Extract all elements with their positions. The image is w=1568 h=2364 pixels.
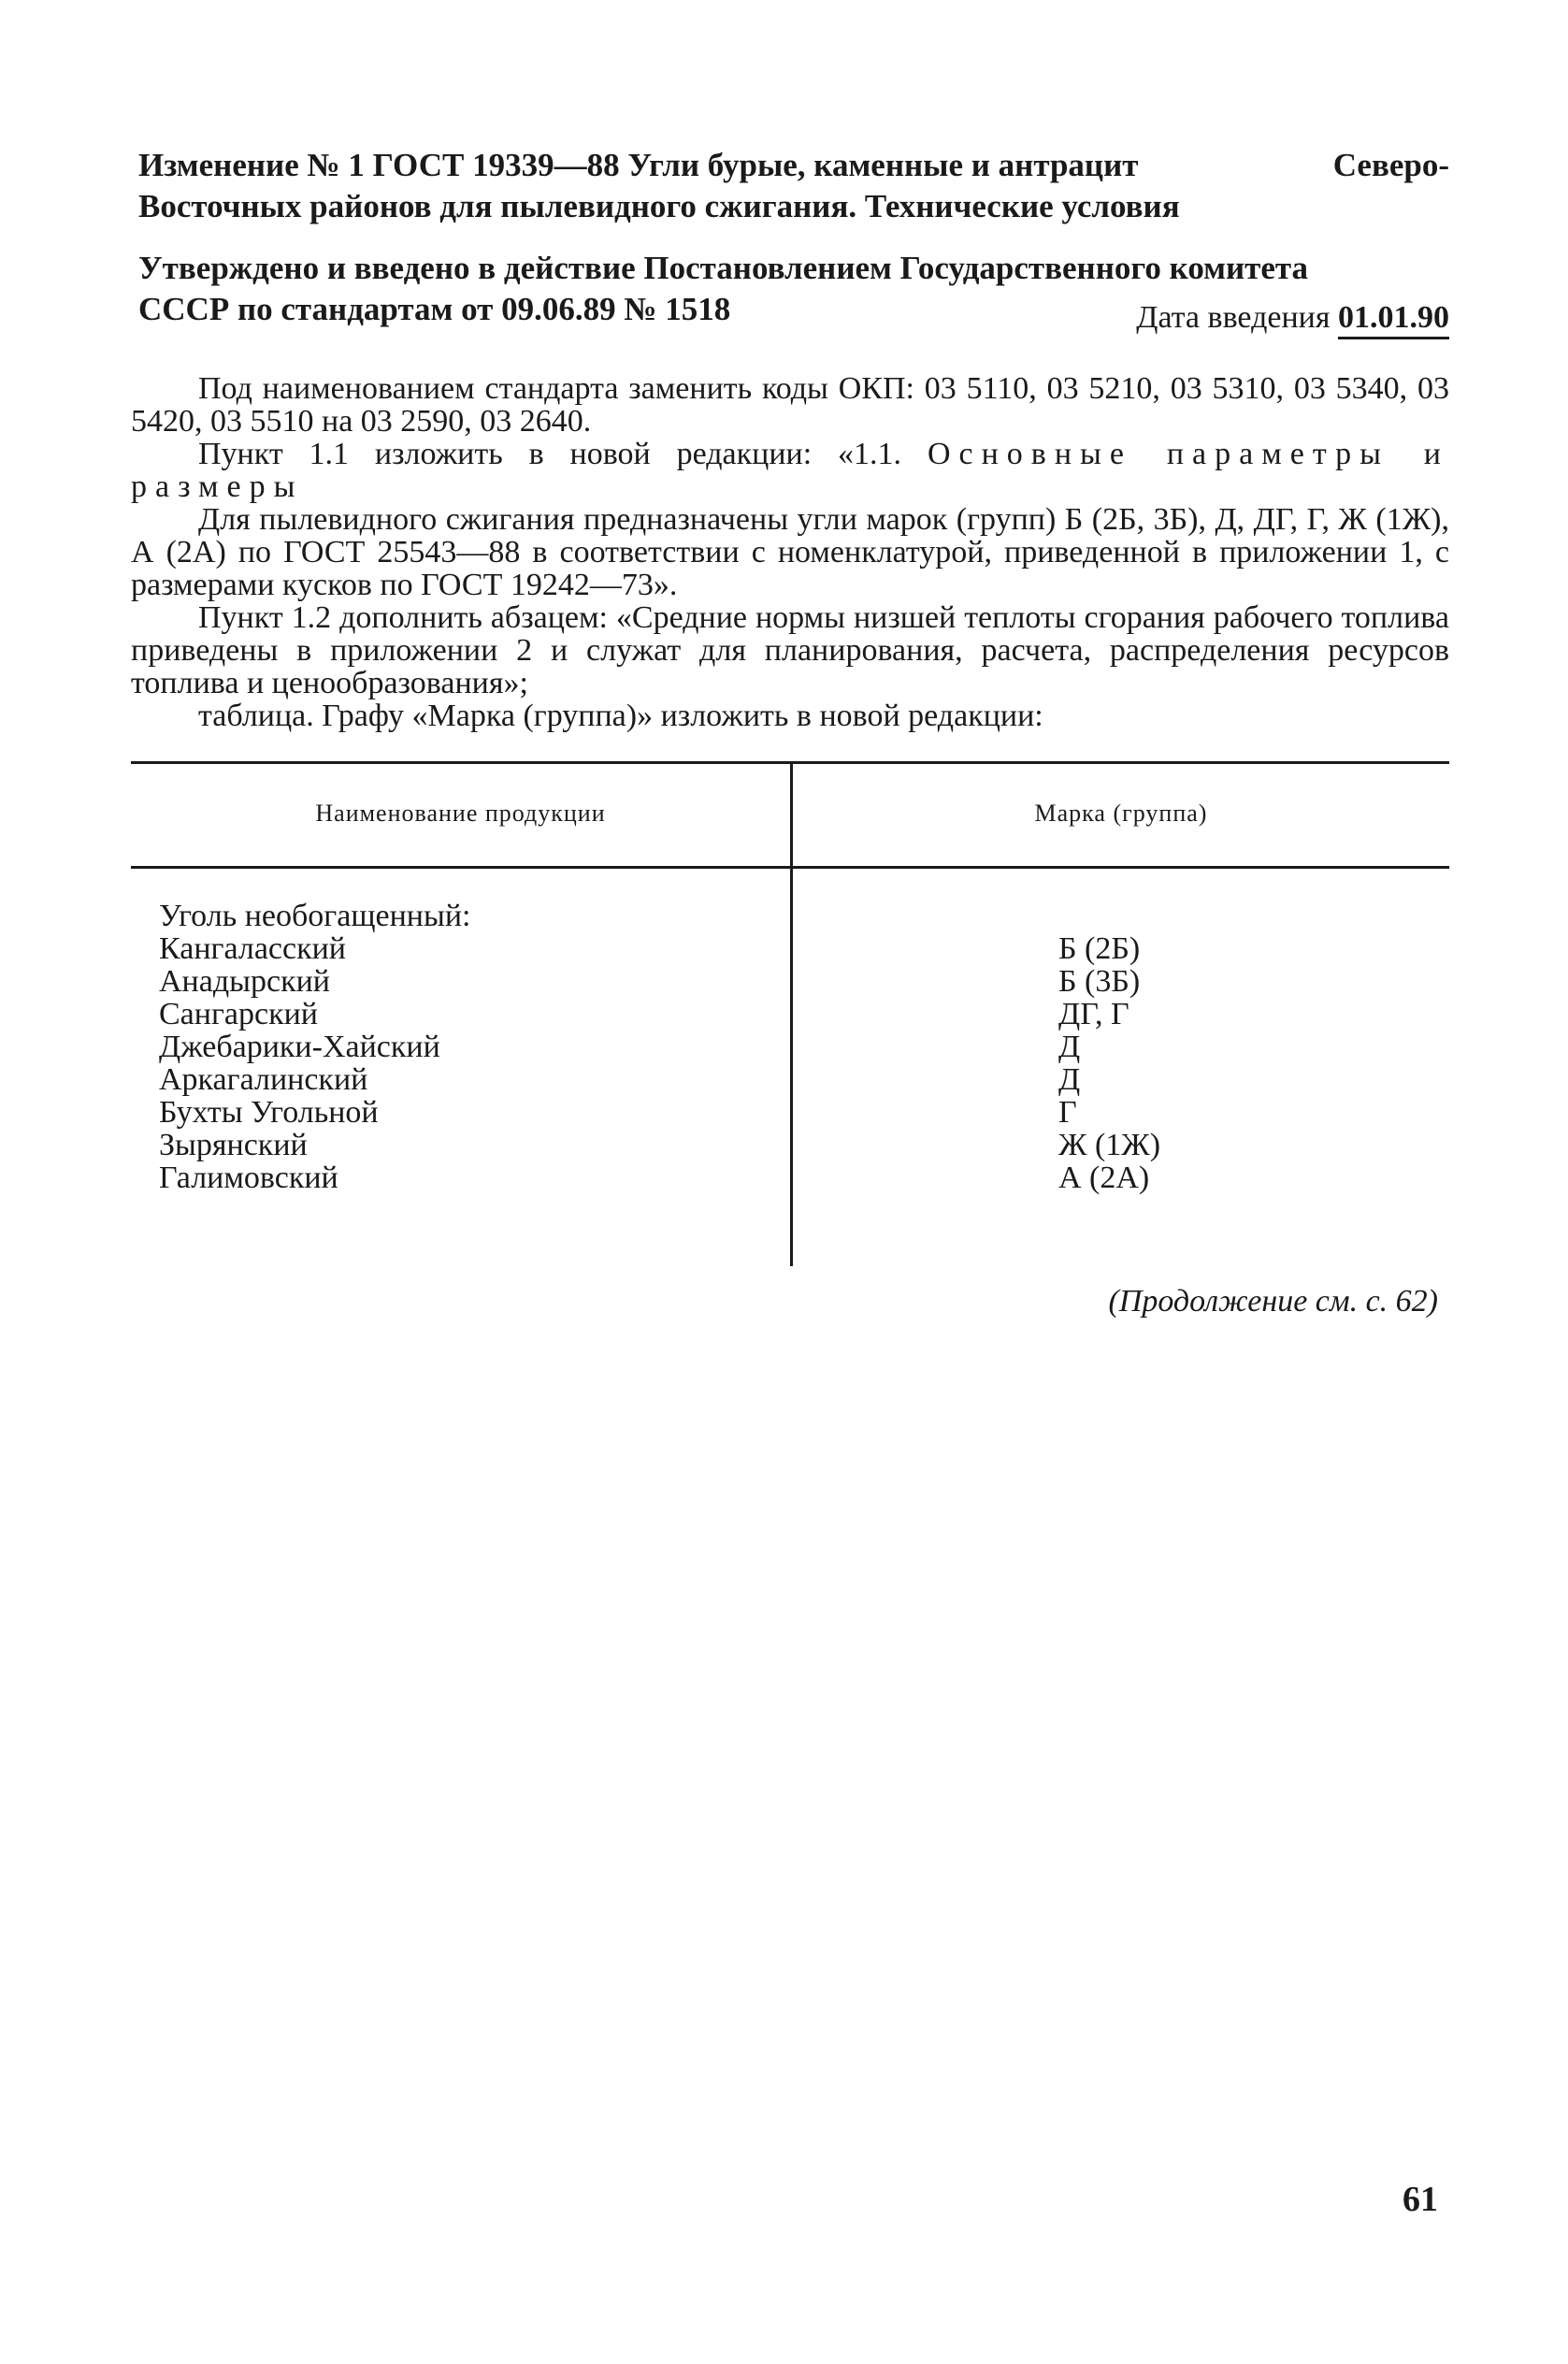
approval-text: Утверждено и введено в действие Постановлением Государственного комитета [138, 250, 1309, 286]
effective-date [138, 297, 1449, 339]
column-header-product: Наименование продукции [315, 800, 606, 827]
table-row-grade: Б (3Б) [1058, 964, 1141, 999]
table-row-grade: Ж (1Ж) [1058, 1128, 1161, 1162]
paragraph-coal-grades: Для пылевидного сжигания предназначены угли марок (групп) Б (2Б, 3Б), Д, ДГ, Г, Ж (1Ж), А (2А) по ГОСТ 25543—88 в соответствии с номенклатурой, приведенной в приложении 1, с размерами кусков по ГОСТ 19242—73». [131, 502, 1449, 602]
table-row-grade: А (2А) [1058, 1160, 1150, 1195]
effective-date-value: 01.01.90 [1338, 300, 1449, 339]
table-row-name: Сангарский [159, 997, 318, 1031]
table-row-grade: Г [1058, 1095, 1077, 1130]
table-row-name: Аркагалинский [159, 1062, 368, 1097]
title-line-2: Восточных районов для пылевидного сжигания. Технические условия [138, 188, 1180, 224]
effective-date-label: Дата введения [1136, 300, 1331, 335]
approval-line-2: СССР по стандартам от 09.06.89 № 1518 [138, 291, 731, 327]
table-row-grade: Д [1058, 1062, 1081, 1097]
paragraph-okp-codes: Под наименованием стандарта заменить коды ОКП: 03 5110, 03 5210, 03 5310, 03 5340, 03 5420, 03 5510 на 03 2590, 03 2640. [131, 371, 1449, 439]
grades-column [1058, 932, 1432, 1194]
table-row-name: Кангаласский [159, 931, 346, 966]
title-line-1 [138, 145, 1449, 186]
title-text-end: Северо- [1332, 147, 1449, 183]
clause-1-1-heading: Основные параметры и размеры [131, 437, 1449, 504]
table-row-name: Бухты Угольной [159, 1095, 379, 1130]
continued-note: (Продолжение см. с. 62) [1108, 1284, 1438, 1319]
table-row-name: Галимовский [159, 1160, 338, 1195]
column-header-grade: Марка (группа) [1034, 800, 1208, 827]
table-row-name: Джебарики-Хайский [159, 1030, 440, 1064]
table-row-grade: ДГ, Г [1058, 997, 1129, 1031]
title-text: Изменение № 1 ГОСТ 19339—88 Угли бурые, каменные и антрацит [138, 147, 1139, 183]
amendment-text [131, 372, 1449, 732]
product-names-column [159, 900, 776, 1194]
table-row-grade: Д [1058, 1030, 1081, 1064]
grades-table [131, 761, 1449, 1266]
page-number: 61 [1403, 2180, 1438, 2219]
table-row-name: Анадырский [159, 964, 330, 999]
table-row-name: Зырянский [159, 1128, 308, 1162]
table-group-label: Уголь необогащенный: [159, 899, 471, 933]
table-row-grade: Б (2Б) [1058, 931, 1141, 966]
paragraph-clause-1-1 [131, 438, 1449, 503]
clause-1-1-lead: Пункт 1.1 изложить в новой редакции: «1.1. [198, 437, 902, 471]
paragraph-table-note: таблица. Графу «Марка (группа)» изложить в новой редакции: [198, 699, 1043, 733]
paragraph-clause-1-2: Пункт 1.2 дополнить абзацем: «Средние нормы низшей теплоты сгорания рабочего топлива приведены в приложении 2 и служат для планирования, расчета, распределения ресурсов топлива и ценообразования»; [131, 600, 1449, 700]
approval-line-1 [138, 248, 1449, 289]
